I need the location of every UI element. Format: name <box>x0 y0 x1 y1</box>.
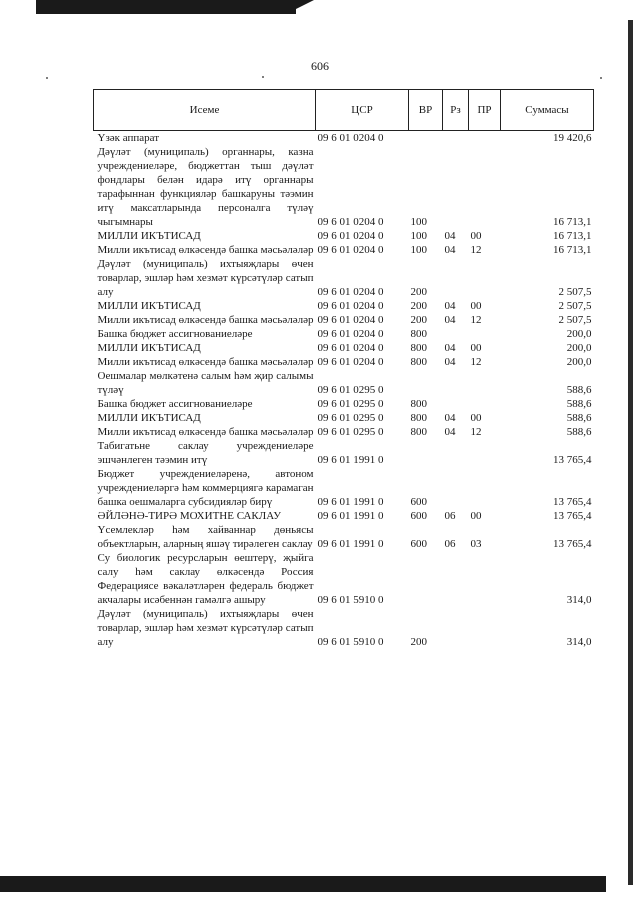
scan-border-top <box>36 0 296 14</box>
cell-pr <box>469 439 501 467</box>
cell-csr: 09 6 01 1991 0 <box>317 496 384 508</box>
cell-name: Дәүләт (муниципаль) ихтыяҗлары өчен товарлар, эшләр һәм хезмәт күрсәтүләр сатып алу <box>97 258 314 298</box>
cell-name: Дәүләт (муниципаль) ихтыяҗлары өчен товарлар, эшләр һәм хезмәт күрсәтүләр сатып алу <box>97 608 314 648</box>
cell-rz <box>443 551 469 607</box>
cell-name: Дәүләт (муниципаль) органнары, казна учреждениеләре, бюджеттан тыш дәүләт фондлары белән идарә итү органнары тарафыннан функцияләр башкаруны тәэмин итү максатларында персоналга түләү чыгымнары <box>97 146 314 228</box>
cell-csr: 09 6 01 0295 0 <box>317 412 384 424</box>
cell-pr: 00 <box>470 412 482 424</box>
header-name: Исеме <box>94 90 316 131</box>
cell-vr: 800 <box>410 412 427 424</box>
cell-sum: 13 765,4 <box>553 454 592 466</box>
table-row <box>94 467 594 509</box>
cell-csr: 09 6 01 1991 0 <box>317 510 384 522</box>
table-row <box>94 145 594 229</box>
scan-speck <box>600 77 602 79</box>
cell-name: МИЛЛИ ИКЪТИСАД <box>97 342 201 354</box>
cell-sum: 16 713,1 <box>553 216 592 228</box>
cell-sum: 16 713,1 <box>553 244 592 256</box>
scan-speck <box>262 76 264 78</box>
table-row <box>94 425 594 439</box>
table-row <box>94 369 594 397</box>
cell-vr: 100 <box>410 216 427 228</box>
cell-rz: 04 <box>444 244 456 256</box>
cell-rz: 06 <box>444 538 456 550</box>
cell-pr: 00 <box>470 300 482 312</box>
cell-pr: 03 <box>470 538 482 550</box>
table-row <box>94 313 594 327</box>
cell-vr <box>409 551 443 607</box>
scan-speck <box>46 77 48 79</box>
cell-pr <box>469 607 501 649</box>
cell-vr: 200 <box>410 314 427 326</box>
cell-name: МИЛЛИ ИКЪТИСАД <box>97 412 201 424</box>
header-vr: ВР <box>409 90 443 131</box>
table-row <box>94 229 594 243</box>
cell-pr <box>469 551 501 607</box>
cell-pr: 00 <box>470 510 482 522</box>
cell-pr <box>469 327 501 341</box>
cell-sum: 2 507,5 <box>558 314 592 326</box>
cell-pr: 12 <box>470 426 482 438</box>
cell-pr <box>469 369 501 397</box>
cell-sum: 588,6 <box>566 384 592 396</box>
cell-vr: 600 <box>410 538 427 550</box>
cell-csr: 09 6 01 1991 0 <box>317 454 384 466</box>
cell-rz: 04 <box>444 314 456 326</box>
cell-name: Бюджет учреждениеләренә, автоном учреждениеләргә һәм коммерциягә карамаган башка оешмаларга субсидияләр бирү <box>97 468 314 508</box>
cell-vr: 800 <box>410 398 427 410</box>
cell-rz <box>443 439 469 467</box>
cell-sum: 314,0 <box>566 594 592 606</box>
cell-rz <box>443 327 469 341</box>
page-number: 606 <box>311 59 329 73</box>
cell-sum: 13 765,4 <box>553 538 592 550</box>
cell-vr: 800 <box>410 328 427 340</box>
cell-vr: 100 <box>410 230 427 242</box>
cell-rz: 04 <box>444 300 456 312</box>
cell-pr: 12 <box>470 244 482 256</box>
header-rz: Рз <box>443 90 469 131</box>
cell-name: Оешмалар мөлкәтенә салым һәм җир салымы түләү <box>97 370 314 396</box>
cell-vr: 800 <box>410 342 427 354</box>
cell-sum: 19 420,6 <box>553 132 592 144</box>
cell-name: Табигатьне саклау учреждениеләре эшчәнлеген тәэмин итү <box>97 440 314 466</box>
table-row <box>94 439 594 467</box>
cell-sum: 200,0 <box>566 342 592 354</box>
table-row <box>94 509 594 523</box>
cell-rz <box>443 397 469 411</box>
cell-csr: 09 6 01 0204 0 <box>317 132 384 144</box>
cell-sum: 2 507,5 <box>558 300 592 312</box>
cell-csr: 09 6 01 0204 0 <box>317 244 384 256</box>
cell-name: МИЛЛИ ИКЪТИСАД <box>97 300 201 312</box>
table-row <box>94 355 594 369</box>
scan-border-bottom <box>0 876 606 892</box>
cell-sum: 2 507,5 <box>558 286 592 298</box>
cell-name: Үзәк аппарат <box>97 132 160 144</box>
table-row <box>94 243 594 257</box>
table-row <box>94 397 594 411</box>
cell-sum: 13 765,4 <box>553 496 592 508</box>
cell-rz <box>443 145 469 229</box>
cell-rz: 04 <box>444 412 456 424</box>
cell-name: ӘЙЛӘНӘ-ТИРӘ МОХИТНЕ САКЛАУ <box>97 510 281 522</box>
cell-vr: 800 <box>410 356 427 368</box>
cell-vr: 600 <box>410 496 427 508</box>
cell-pr <box>469 467 501 509</box>
cell-pr <box>469 131 501 146</box>
cell-csr: 09 6 01 0204 0 <box>317 300 384 312</box>
cell-name: Милли икътисад өлкәсендә башка мәсьәләләр <box>97 314 314 326</box>
cell-csr: 09 6 01 0295 0 <box>317 384 384 396</box>
cell-pr <box>469 145 501 229</box>
cell-vr <box>409 131 443 146</box>
cell-vr: 200 <box>410 300 427 312</box>
table-row <box>94 257 594 299</box>
cell-sum: 314,0 <box>566 636 592 648</box>
cell-pr <box>469 257 501 299</box>
cell-vr <box>409 369 443 397</box>
cell-sum: 200,0 <box>566 328 592 340</box>
cell-pr: 00 <box>470 230 482 242</box>
cell-rz: 04 <box>444 356 456 368</box>
cell-csr: 09 6 01 0204 0 <box>317 230 384 242</box>
cell-csr: 09 6 01 0295 0 <box>317 426 384 438</box>
cell-name: Милли икътисад өлкәсендә башка мәсьәләләр <box>97 244 314 256</box>
header-sum: Суммасы <box>501 90 594 131</box>
table-row <box>94 341 594 355</box>
cell-rz: 04 <box>444 230 456 242</box>
table-header-row <box>94 90 594 131</box>
cell-sum: 200,0 <box>566 356 592 368</box>
cell-csr: 09 6 01 0204 0 <box>317 342 384 354</box>
cell-name: Үсемлекләр һәм хайваннар дөньясы объектларын, аларның яшәү тирәлеген саклау <box>97 524 314 550</box>
cell-pr: 00 <box>470 342 482 354</box>
cell-csr: 09 6 01 0204 0 <box>317 356 384 368</box>
cell-vr: 100 <box>410 244 427 256</box>
cell-csr: 09 6 01 5910 0 <box>317 636 384 648</box>
header-pr: ПР <box>469 90 501 131</box>
cell-name: Башка бюджет ассигнованиеләре <box>97 328 253 340</box>
cell-vr: 200 <box>410 286 427 298</box>
cell-rz: 04 <box>444 426 456 438</box>
cell-csr: 09 6 01 0204 0 <box>317 328 384 340</box>
table-body <box>94 131 594 650</box>
cell-rz <box>443 131 469 146</box>
cell-pr <box>469 397 501 411</box>
cell-vr: 200 <box>410 636 427 648</box>
cell-sum: 588,6 <box>566 398 592 410</box>
cell-pr: 12 <box>470 314 482 326</box>
cell-sum: 13 765,4 <box>553 510 592 522</box>
cell-rz <box>443 467 469 509</box>
cell-csr: 09 6 01 0204 0 <box>317 314 384 326</box>
cell-name: Су биологик ресурсларын өештерү, җыйга салу һәм саклау өлкәсендә Россия Федерациясе вәкаләтләрен федераль бюджет акчалары исәбеннән гамәлгә ашыру <box>97 552 314 606</box>
cell-name: Башка бюджет ассигнованиеләре <box>97 398 253 410</box>
cell-csr: 09 6 01 5910 0 <box>317 594 384 606</box>
cell-csr: 09 6 01 0204 0 <box>317 286 384 298</box>
cell-name: Милли икътисад өлкәсендә башка мәсьәләләр <box>97 426 314 438</box>
scan-border-right <box>628 20 633 885</box>
cell-sum: 16 713,1 <box>553 230 592 242</box>
table-row <box>94 411 594 425</box>
table-row <box>94 607 594 649</box>
table-row <box>94 523 594 551</box>
cell-rz: 06 <box>444 510 456 522</box>
cell-rz <box>443 607 469 649</box>
table-row <box>94 551 594 607</box>
cell-csr: 09 6 01 0295 0 <box>317 398 384 410</box>
cell-name: Милли икътисад өлкәсендә башка мәсьәләләр <box>97 356 314 368</box>
cell-sum: 588,6 <box>566 412 592 424</box>
cell-sum: 588,6 <box>566 426 592 438</box>
cell-vr: 800 <box>410 426 427 438</box>
table-row <box>94 299 594 313</box>
cell-rz <box>443 369 469 397</box>
cell-vr <box>409 439 443 467</box>
cell-csr: 09 6 01 1991 0 <box>317 538 384 550</box>
cell-name: МИЛЛИ ИКЪТИСАД <box>97 230 201 242</box>
cell-rz <box>443 257 469 299</box>
header-csr: ЦСР <box>316 90 409 131</box>
budget-table <box>93 89 594 649</box>
cell-vr: 600 <box>410 510 427 522</box>
cell-csr: 09 6 01 0204 0 <box>317 216 384 228</box>
cell-pr: 12 <box>470 356 482 368</box>
table-row <box>94 131 594 146</box>
cell-rz: 04 <box>444 342 456 354</box>
table-row <box>94 327 594 341</box>
